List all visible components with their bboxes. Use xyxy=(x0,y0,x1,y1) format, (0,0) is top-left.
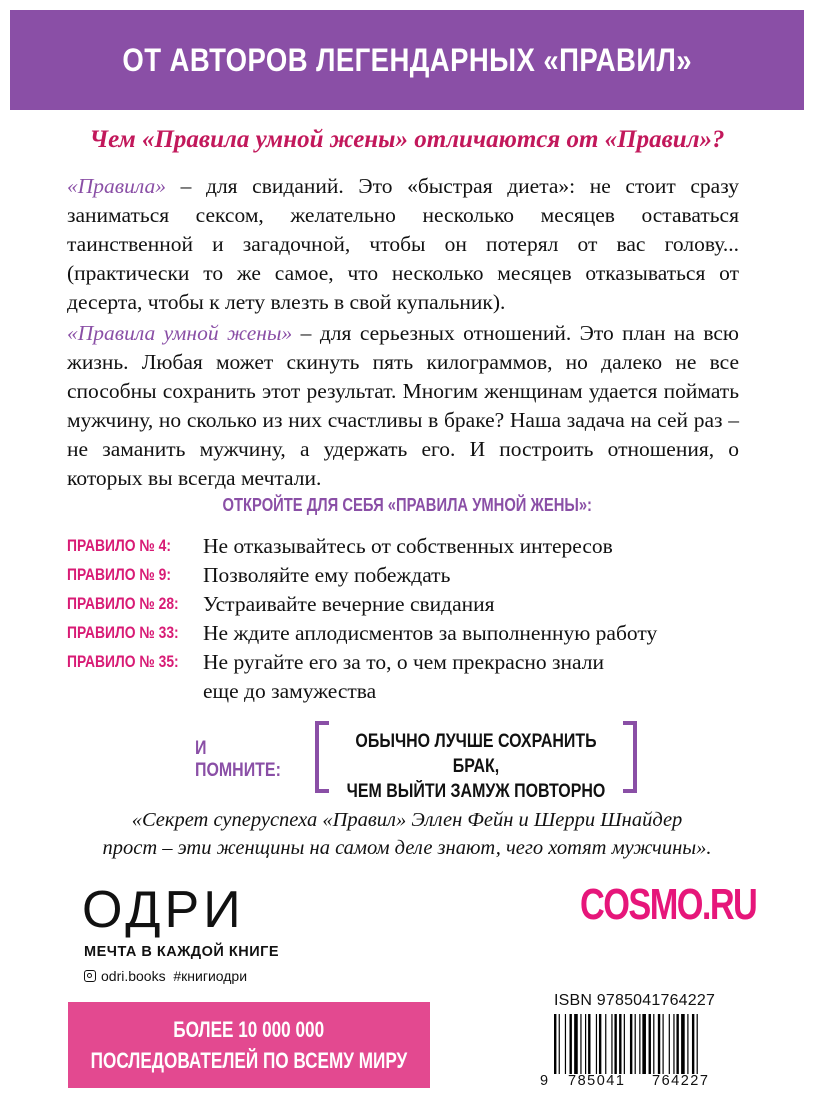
barcode-bar xyxy=(663,1014,664,1074)
barcode-bar xyxy=(676,1014,678,1074)
banner-title: ОТ АВТОРОВ ЛЕГЕНДАРНЫХ «ПРАВИЛ» xyxy=(122,41,692,78)
barcode-bar xyxy=(574,1014,578,1074)
followers-line-1: БОЛЕЕ 10 000 000 xyxy=(173,1017,325,1042)
instagram-icon xyxy=(84,970,96,982)
barcode-bars xyxy=(540,1014,745,1074)
review-quote-line-2: прост – эти женщины на самом деле знают, чего хотят мужчины». xyxy=(102,837,712,859)
rule-text: Не ждите аплодисментов за выполненную работу xyxy=(203,621,658,645)
rule-label xyxy=(67,648,203,677)
rule-label-text: ПРАВИЛО № 28: xyxy=(67,595,179,613)
barcode-bar xyxy=(599,1014,601,1074)
barcode-bar xyxy=(588,1014,590,1074)
rules-list xyxy=(67,532,767,706)
barcode-digits-left: 785041 xyxy=(568,1073,626,1089)
barcode-bar xyxy=(635,1014,636,1074)
remember-quote xyxy=(315,729,637,804)
publisher-tagline: МЕЧТА В КАЖДОЙ КНИГЕ xyxy=(84,944,280,960)
barcode-bar xyxy=(653,1014,654,1074)
rule-label xyxy=(67,590,203,619)
followers-box xyxy=(68,1002,430,1088)
review-quote-line-1: «Секрет суперуспеха «Правил» Эллен Фейн и Шерри Шнайдер xyxy=(131,809,683,831)
remember-label xyxy=(195,738,305,782)
paragraph-rules-lead: «Правила» xyxy=(67,174,166,198)
rule-label xyxy=(67,532,203,561)
followers-line-2: ПОСЛЕДОВАТЕЛЕЙ ПО ВСЕМУ МИРУ xyxy=(90,1048,408,1073)
barcode xyxy=(540,992,745,1092)
rule-item xyxy=(67,619,767,648)
barcode-bar xyxy=(649,1014,651,1074)
remember-label-text: И ПОМНИТЕ: xyxy=(195,738,281,781)
rule-item xyxy=(67,648,767,706)
header-banner xyxy=(10,10,804,110)
paragraph-smart-wife-lead: «Правила умной жены» xyxy=(67,321,293,345)
barcode-bar xyxy=(687,1014,688,1074)
discover-heading-text: ОТКРОЙТЕ ДЛЯ СЕБЯ «ПРАВИЛА УМНОЙ ЖЕНЫ»: xyxy=(222,495,592,515)
rule-label-text: ПРАВИЛО № 9: xyxy=(67,566,171,584)
rule-item xyxy=(67,590,767,619)
rule-item xyxy=(67,532,767,561)
barcode-bar xyxy=(673,1014,674,1074)
question-heading: Чем «Правила умной жены» отличаются от «Правил»? xyxy=(89,126,725,153)
barcode-bar xyxy=(692,1014,694,1074)
paragraph-smart-wife-text: – для серьезных отношений. Это план на всю жизнь. Любая может скинуть пять килограммов, но далеко не все способны сохранить этот результат. Многим женщинам удается поймать мужчину, но сколько из них счастливы в браке? Наша задача на сей раз – не заманить мужчину, а удержать его. И построить отношения, о которых вы всегда мечтали. xyxy=(67,321,739,490)
barcode-bar xyxy=(639,1014,640,1074)
paragraph-rules xyxy=(67,172,739,317)
rule-text: Устраивайте вечерние свидания xyxy=(203,592,495,616)
barcode-bar xyxy=(611,1014,612,1074)
rule-text-block xyxy=(203,648,604,706)
publisher-social xyxy=(84,968,247,984)
discover-heading xyxy=(0,495,814,516)
barcode-bar xyxy=(697,1014,698,1074)
publisher-logo: ОДРИ xyxy=(82,881,245,939)
rule-label-text: ПРАВИЛО № 35: xyxy=(67,653,179,671)
remember-line-2: ЧЕМ ВЫЙТИ ЗАМУЖ ПОВТОРНО xyxy=(346,781,606,802)
rule-text-continued: еще до замужества xyxy=(203,679,377,703)
barcode-bar xyxy=(580,1014,581,1074)
barcode-bar xyxy=(570,1014,572,1074)
barcode-digits-right: 764227 xyxy=(652,1073,710,1089)
remember-quote-box xyxy=(315,721,637,802)
rule-label xyxy=(67,619,203,648)
rule-text: Не отказывайтесь от собственных интересов xyxy=(203,534,613,558)
barcode-bar xyxy=(630,1014,632,1074)
rule-text: Не ругайте его за то, о чем прекрасно знали xyxy=(203,650,604,674)
barcode-bar xyxy=(681,1014,685,1074)
rule-label-text: ПРАВИЛО № 4: xyxy=(67,537,171,555)
cosmo-logo: COSMO.RU xyxy=(580,880,757,929)
barcode-bar xyxy=(559,1014,560,1074)
review-quote xyxy=(60,806,754,862)
barcode-bar xyxy=(596,1014,597,1074)
paragraph-rules-text: – для свиданий. Это «быстрая диета»: не стоит сразу заниматься сексом, желательно несколько месяцев оставаться таинственной и загадочной, чтобы он потерял от вас голову... (практически то же самое, что несколько месяцев отказываться от десерта, чтобы к лету влезть в свой купальник). xyxy=(67,174,739,314)
barcode-bar xyxy=(585,1014,586,1074)
barcode-bar xyxy=(642,1014,646,1074)
rule-label xyxy=(67,561,203,590)
barcode-bar xyxy=(624,1014,625,1074)
barcode-bar xyxy=(565,1014,566,1074)
barcode-bar xyxy=(614,1014,616,1074)
barcode-bar xyxy=(658,1014,660,1074)
rule-item xyxy=(67,561,767,590)
rule-label-text: ПРАВИЛО № 33: xyxy=(67,624,179,642)
publisher-social-text: odri.books #книгиодри xyxy=(101,968,248,984)
rule-text: Позволяйте ему побеждать xyxy=(203,563,451,587)
barcode-bar xyxy=(554,1014,556,1074)
remember-line-1: ОБЫЧНО ЛУЧШЕ СОХРАНИТЬ БРАК, xyxy=(355,731,597,777)
isbn-text: ISBN 9785041764227 xyxy=(554,992,716,1009)
barcode-digit-first: 9 xyxy=(540,1073,549,1089)
paragraph-smart-wife xyxy=(67,319,739,493)
barcode-bar xyxy=(669,1014,670,1074)
barcode-bar xyxy=(619,1014,621,1074)
barcode-bar xyxy=(605,1014,606,1074)
